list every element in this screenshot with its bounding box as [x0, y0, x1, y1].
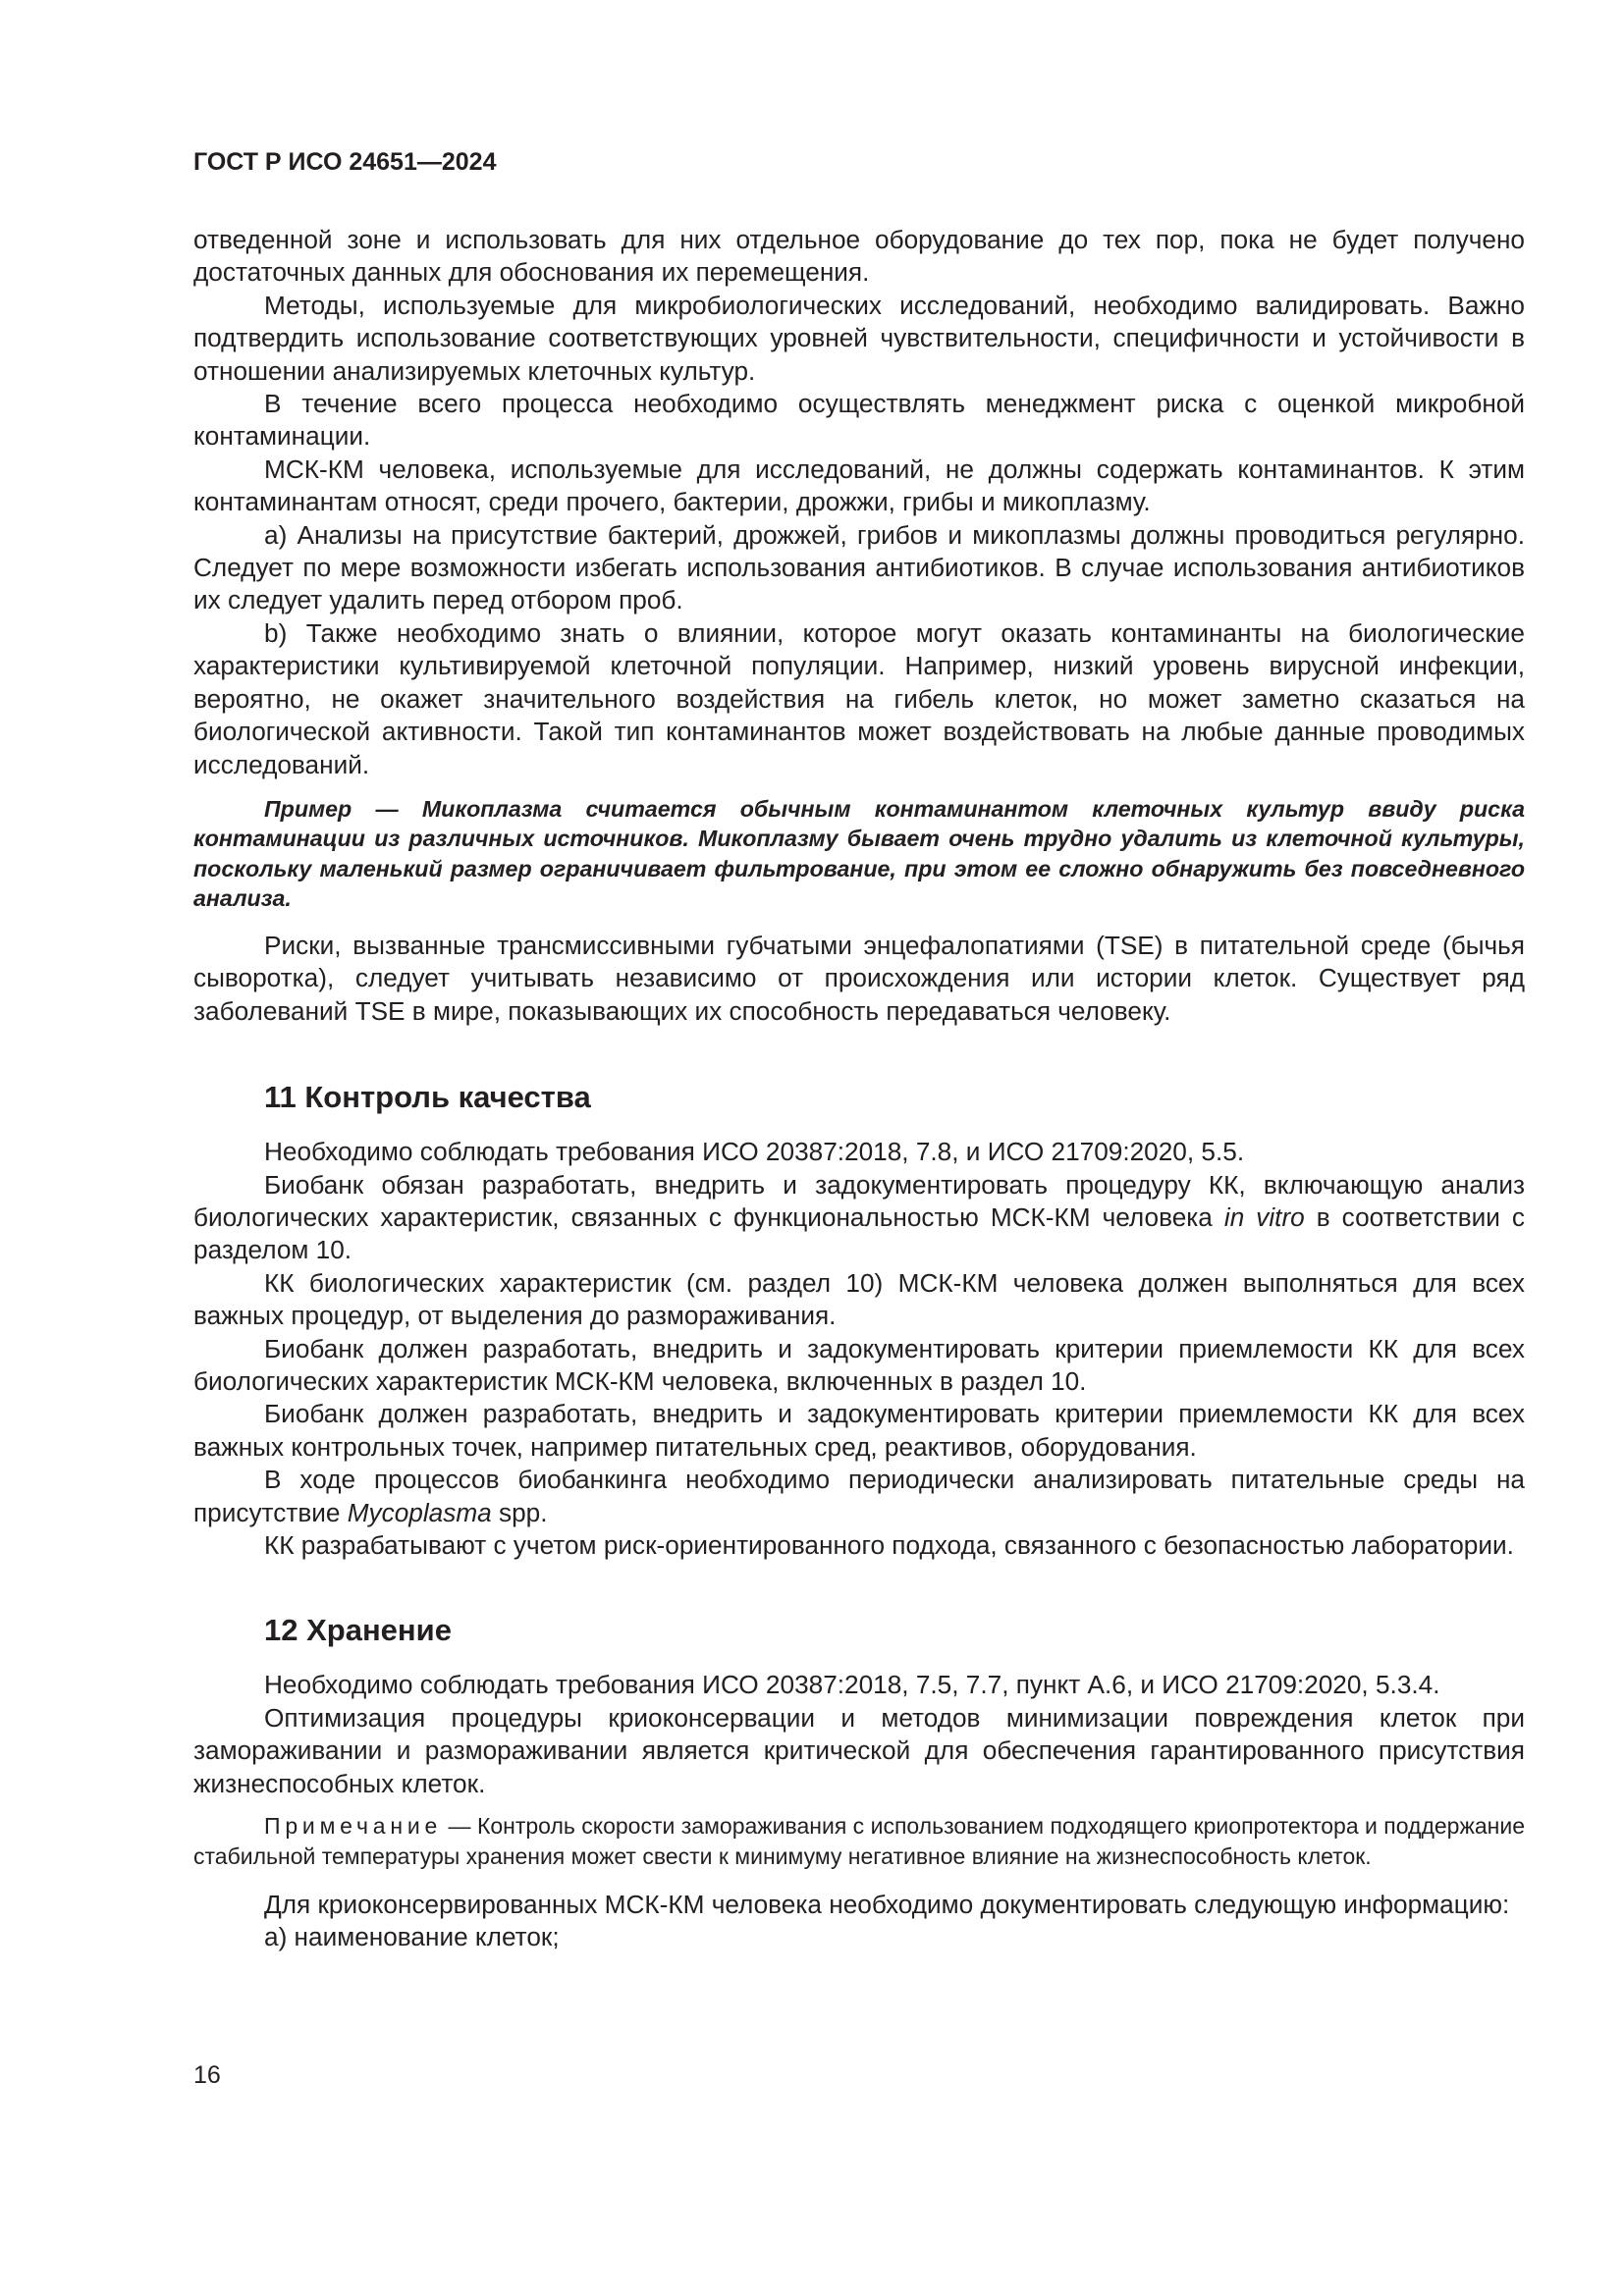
note-block — [193, 1811, 1525, 1871]
paragraph: Методы, используемые для микробиологических исследований, необходимо валидировать. Важно подтвердить использование соответствующих уровней чувствительности, специфичности и устойчивости в отношении анализируемых клеточных культур. — [193, 290, 1525, 386]
list-item: a) наименование клеток; — [264, 1922, 560, 1952]
paragraph: КК разрабатывают с учетом риск-ориентированного подхода, связанного с безопасностью лаборатории. — [264, 1530, 1514, 1560]
page-number: 16 — [193, 2061, 221, 2089]
paragraph: МСК-КМ человека, используемые для исследований, не должны содержать контаминантов. К этим контаминантам относят, среди прочего, бактерии, дрожжи, грибы и микоплазму. — [193, 454, 1525, 517]
italic-term: in vitro — [1223, 1201, 1305, 1232]
list-item: b) Также необходимо знать о влиянии, которое могут оказать контаминанты на биологические характеристики культивируемой клеточной популяции. Например, низкий уровень вирусной инфекции, вероятно, не окажет значительного воздействия на гибель клеток, но может заметно сказаться на биологической активности. Такой тип контаминантов может воздействовать на любые данные проводимых исследований. — [193, 617, 1525, 779]
text-run: Биобанк обязан разработать, внедрить и задокументировать процедуру КК, включающую анализ биологических характеристик, связанных с функциональностью МСК-КМ человека — [193, 1169, 1525, 1232]
paragraph: Необходимо соблюдать требования ИСО 20387:2018, 7.8, и ИСО 21709:2020, 5.5. — [264, 1137, 1245, 1167]
text-run: в соответствии с разделом 10. — [193, 1201, 1525, 1265]
document-page — [193, 147, 1525, 1954]
note-text: — Контроль скорости замораживания с использованием подходящего криопротектора и поддержание стабильной температуры хранения может свести к минимуму негативное влияние на жизнеспособность клеток. — [193, 1813, 1525, 1869]
paragraph: Биобанк должен разработать, внедрить и задокументировать критерии приемлемости КК для всех важных контрольных точек, например питательных сред, реактивов, оборудования. — [193, 1399, 1525, 1462]
document-header: ГОСТ Р ИСО 24651—2024 — [193, 148, 497, 176]
italic-term: Mycoplasma — [347, 1497, 492, 1527]
paragraph: Оптимизация процедуры криоконсервации и методов минимизации повреждения клеток при замораживании и размораживании является критической для обеспечения гарантированного присутствия жизнеспособных клеток. — [193, 1702, 1525, 1798]
section-heading-quality-control: 11 Контроль качества — [264, 1080, 591, 1115]
note-label: Примечание — [264, 1813, 443, 1840]
text-run: В ходе процессов биобанкинга необходимо периодически анализировать питательные среды на присутствие — [193, 1465, 1525, 1527]
example-block: Пример — Микоплазма считается обычным контаминантом клеточных культур ввиду риска контаминации из различных источников. Микоплазму бывает очень трудно удалить из клеточной культуры, поскольку маленький размер ограничивает фильтрование, при этом ее сложно обнаружить без повседневного анализа. — [193, 795, 1525, 912]
paragraph: Необходимо соблюдать требования ИСО 20387:2018, 7.5, 7.7, пункт А.6, и ИСО 21709:2020, 5.3.4. — [264, 1670, 1440, 1700]
text-run: spp. — [491, 1497, 548, 1527]
section-heading-storage: 12 Хранение — [264, 1613, 452, 1648]
paragraph — [193, 1169, 1525, 1267]
list-item: a) Анализы на присутствие бактерий, дрожжей, грибов и микоплазмы должны проводиться регулярно. Следует по мере возможности избегать использования антибиотиков. В случае использования антибиотиков их следует удалить перед отбором проб. — [193, 519, 1525, 615]
paragraph — [193, 1464, 1525, 1529]
paragraph: В течение всего процесса необходимо осуществлять менеджмент риска с оценкой микробной контаминации. — [193, 389, 1525, 452]
paragraph: отведенной зоне и использовать для них отдельное оборудование до тех пор, пока не будет получено достаточных данных для обоснования их перемещения. — [193, 225, 1525, 288]
paragraph: Для криоконсервированных МСК-КМ человека необходимо документировать следующую информацию: — [264, 1890, 1510, 1920]
paragraph: КК биологических характеристик (см. раздел 10) МСК-КМ человека должен выполняться для всех важных процедур, от выделения до размораживания. — [193, 1267, 1525, 1331]
paragraph: Биобанк должен разработать, внедрить и задокументировать критерии приемлемости КК для всех биологических характеристик МСК-КМ человека, включенных в раздел 10. — [193, 1333, 1525, 1396]
paragraph: Риски, вызванные трансмиссивными губчатыми энцефалопатиями (TSE) в питательной среде (бычья сыворотка), следует учитывать независимо от происхождения или истории клеток. Существует ряд заболеваний TSE в мире, показывающих их способность передаваться человеку. — [193, 930, 1525, 1026]
